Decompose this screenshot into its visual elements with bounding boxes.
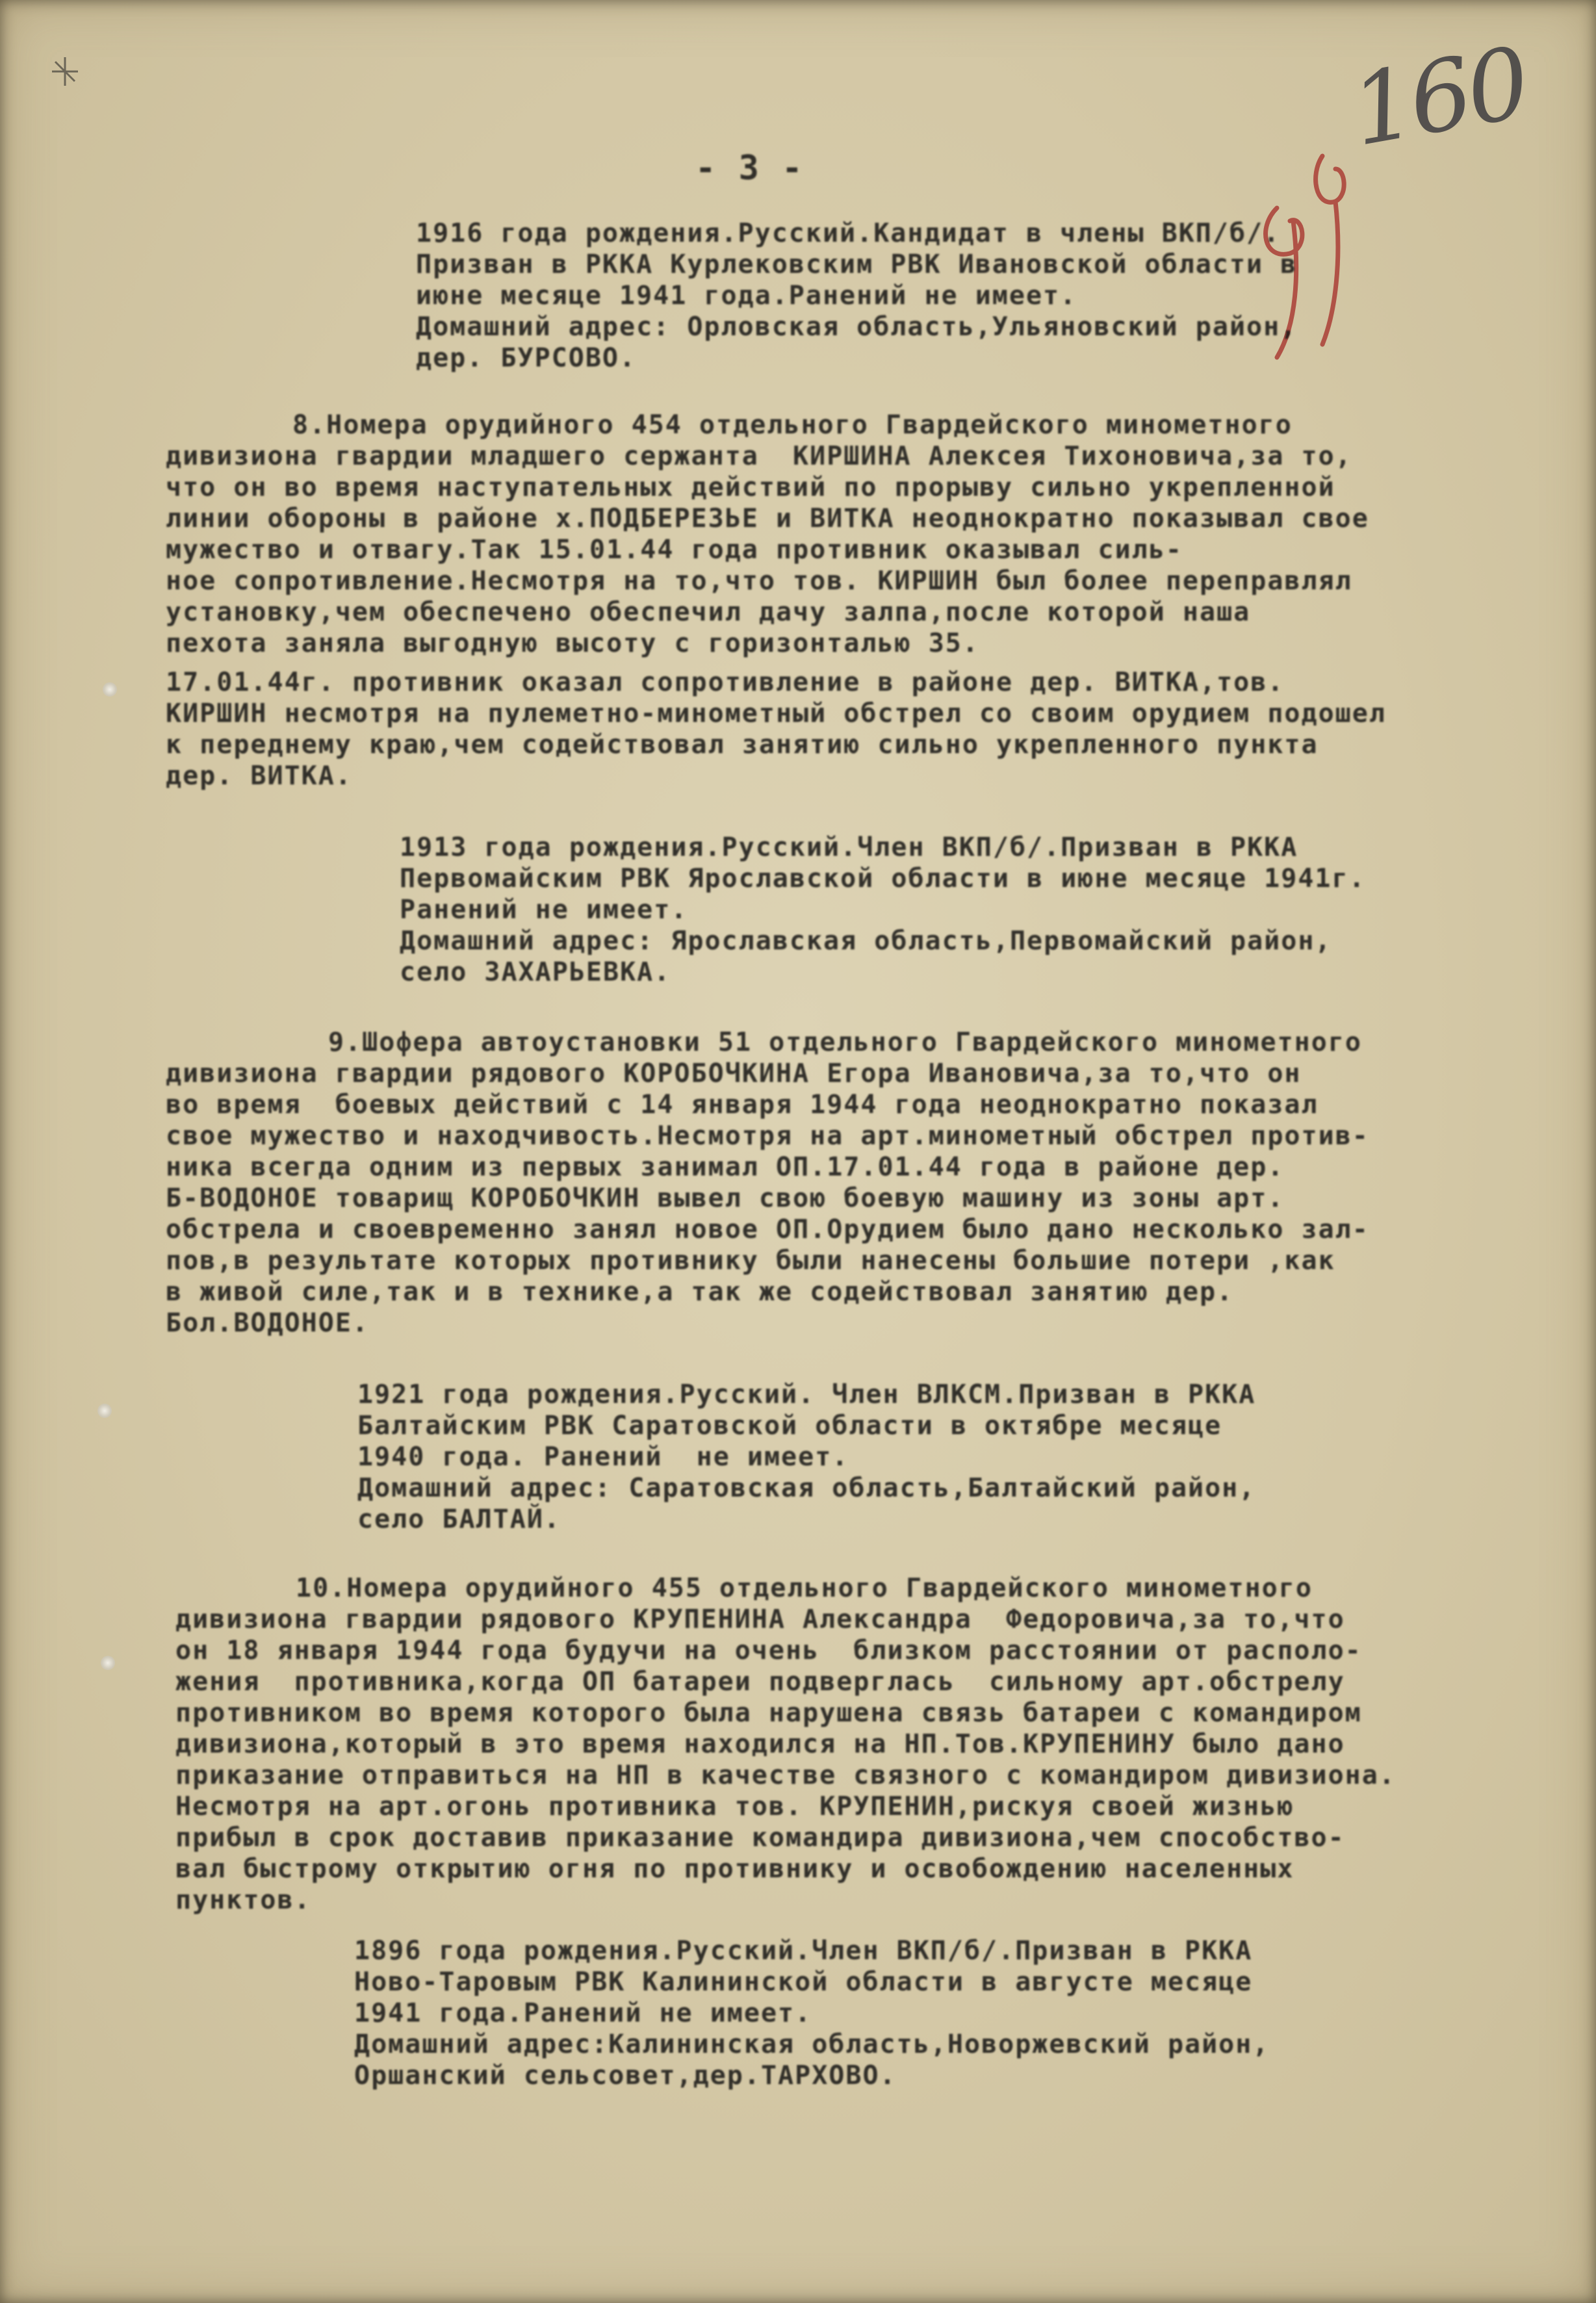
text-line: ника всегда одним из первых занимал ОП.17.01.44 года в районе дер. — [166, 1152, 1285, 1182]
text-line: село ЗАХАРЬЕВКА. — [400, 957, 671, 987]
text-line: Призван в РККА Курлековским РВК Ивановской области в — [416, 250, 1298, 279]
text-line: установку,чем обеспечено обеспечил дачу залпа,после которой наша — [166, 597, 1251, 627]
corner-mark — [45, 52, 84, 91]
text-line: 8.Номера орудийного 454 отдельного Гвардейского минометного — [292, 410, 1293, 440]
handwritten-page-number: 160 — [1343, 27, 1535, 168]
text-line: что он во время наступательных действий по прорыву сильно укрепленной — [166, 472, 1335, 502]
text-line: КИРШИН несмотря на пулеметно-минометный обстрел со своим орудием подошел — [166, 699, 1386, 728]
text-line: обстрела и своевременно занял новое ОП.Орудием было дано несколько зал- — [166, 1215, 1369, 1244]
punch-hole — [103, 682, 117, 697]
text-line: ное сопротивление.Несмотря на то,что тов. КИРШИН был более переправлял — [166, 566, 1352, 596]
text-line: к переднему краю,чем содействовал занятию сильно укрепленного пункта — [166, 730, 1319, 760]
text-line: Несмотря на арт.огонь противника тов. КРУПЕНИН,рискуя своей жизнью — [175, 1792, 1294, 1821]
text-line: Домашний адрес: Ярославская область,Первомайский район, — [400, 926, 1332, 956]
punch-hole — [97, 1404, 112, 1418]
text-line: 17.01.44г. противник оказал сопротивление в районе дер. ВИТКА,тов. — [166, 667, 1285, 697]
text-line: 1896 года рождения.Русский.Член ВКП/б/.Призван в РККА — [354, 1936, 1253, 1966]
text-line: жения противника,когда ОП батареи подверглась сильному арт.обстрелу — [175, 1667, 1345, 1697]
text-line: линии обороны в районе х.ПОДБЕРЕЗЬЕ и ВИТКА неоднократно показывал свое — [166, 504, 1369, 534]
text-line: Бол.ВОДОНОЕ. — [166, 1308, 369, 1338]
text-line: Балтайским РВК Саратовской области в октябре месяце — [357, 1411, 1222, 1441]
text-line: противником во время которого была нарушена связь батареи с командиром — [175, 1698, 1362, 1728]
text-line: пехота заняла выгодную высоту с горизонталью 35. — [166, 628, 979, 658]
text-line: пов,в результате которых противнику были нанесены большие потери ,как — [166, 1246, 1335, 1276]
text-line: 1941 года.Ранений не имеет. — [354, 1998, 812, 2028]
text-line: свое мужество и находчивость.Несмотря на арт.минометный обстрел против- — [166, 1121, 1369, 1151]
text-line: Ново-Таровым РВК Калининской области в августе месяце — [354, 1967, 1253, 1997]
text-line: 1916 года рождения.Русский.Кандидат в члены ВКП/б/. — [416, 218, 1281, 248]
text-line: дивизиона,который в это время находился на НП.Тов.КРУПЕНИНУ было дано — [175, 1729, 1345, 1759]
text-line: во время боевых действий с 14 января 1944 года неоднократно показал — [166, 1090, 1319, 1120]
text-line: дивизиона гвардии рядового КРУПЕНИНА Александра Федоровича,за то,что — [175, 1604, 1345, 1634]
text-line: 1940 года. Ранений не имеет. — [357, 1442, 849, 1472]
text-line: Ранений не имеет. — [400, 895, 688, 925]
text-line: мужество и отвагу.Так 15.01.44 года противник оказывал силь- — [166, 535, 1183, 565]
text-line: Домашний адрес: Саратовская область,Балтайский район, — [357, 1473, 1256, 1503]
text-line: 9.Шофера автоустановки 51 отдельного Гвардейского минометного — [328, 1027, 1363, 1057]
page-number: - 3 - — [695, 149, 804, 188]
text-line: 1921 года рождения.Русский. Член ВЛКСМ.Призван в РККА — [357, 1380, 1256, 1409]
text-line: село БАЛТАЙ. — [357, 1504, 561, 1534]
text-line: Оршанский сельсовет,дер.ТАРХОВО. — [354, 2061, 897, 2091]
text-line: дивизиона гвардии младшего сержанта КИРШИНА Алексея Тихоновича,за то, — [166, 441, 1352, 471]
text-line: вал быстрому открытию огня по противнику и освобождению населенных — [175, 1854, 1294, 1884]
text-line: приказание отправиться на НП в качестве связного с командиром дивизиона. — [175, 1760, 1396, 1790]
text-line: дер. ВИТКА. — [166, 761, 352, 791]
text-line: июне месяце 1941 года.Ранений не имеет. — [416, 281, 1077, 311]
text-line: 1913 года рождения.Русский.Член ВКП/б/.Призван в РККА — [400, 832, 1298, 862]
text-line: пунктов. — [175, 1885, 311, 1915]
text-line: в живой силе,так и в технике,а так же содействовал занятию дер. — [166, 1277, 1234, 1307]
text-line: он 18 января 1944 года будучи на очень близком расстоянии от располо- — [175, 1636, 1362, 1666]
punch-hole — [101, 1656, 115, 1670]
text-line: дивизиона гвардии рядового КОРОБОЧКИНА Егора Ивановича,за то,что он — [166, 1059, 1302, 1088]
text-line: Домашний адрес:Калининская область,Новоржевский район, — [354, 2029, 1270, 2059]
text-line: дер. БУРСОВО. — [416, 343, 637, 373]
text-line: Домашний адрес: Орловская область,Ульяновский район, — [416, 312, 1298, 342]
text-line: 10.Номера орудийного 455 отдельного Гвардейского минометного — [296, 1573, 1313, 1603]
text-line: прибыл в срок доставив приказание командира дивизиона,чем способство- — [175, 1823, 1345, 1853]
text-line: Первомайским РВК Ярославской области в июне месяце 1941г. — [400, 864, 1366, 894]
text-line: Б-ВОДОНОЕ товарищ КОРОБОЧКИН вывел свою боевую машину из зоны арт. — [166, 1183, 1285, 1213]
